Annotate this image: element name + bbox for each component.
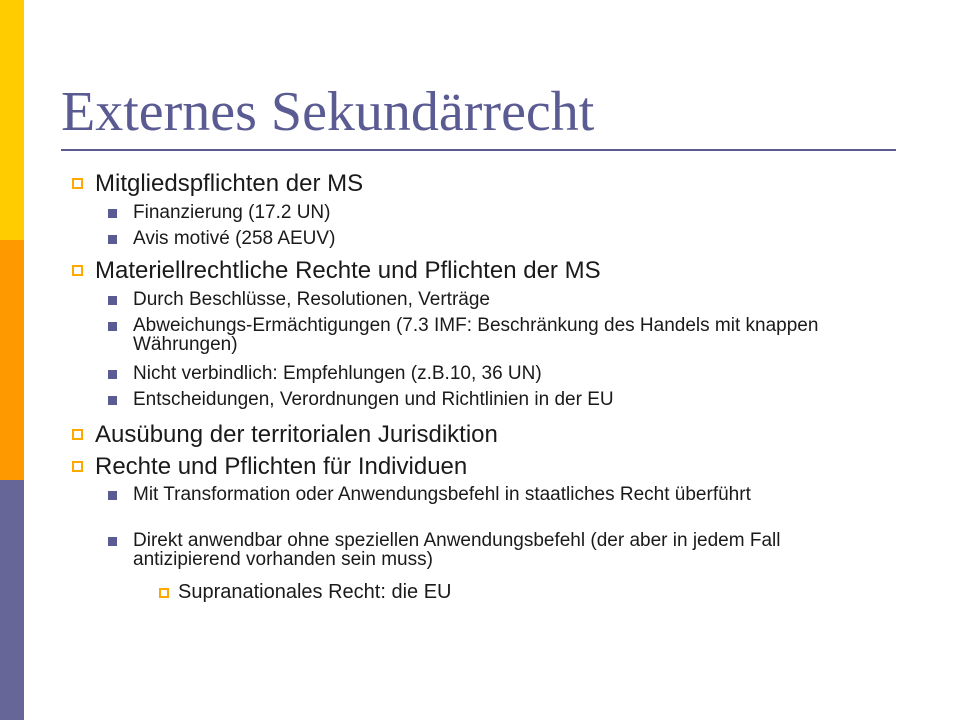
bullet-level2-text: Finanzierung (17.2 UN) — [133, 202, 331, 223]
filled-square-icon — [108, 322, 117, 331]
hollow-square-icon — [72, 429, 83, 440]
filled-square-icon — [108, 491, 117, 500]
filled-square-icon — [108, 396, 117, 405]
hollow-square-icon — [72, 178, 83, 189]
title-divider — [61, 149, 896, 151]
bullet-level2-text: Entscheidungen, Verordnungen und Richtlinien in der EU — [133, 389, 614, 410]
bullet-level1-text: Mitgliedspflichten der MS — [95, 170, 364, 197]
bullet-level2-text: Nicht verbindlich: Empfehlungen (z.B.10, 36 UN) — [133, 363, 542, 384]
filled-square-icon — [108, 235, 117, 244]
sidebar-segment-purple — [0, 480, 24, 720]
sidebar-accent-bar — [0, 0, 24, 720]
bullet-level1-text: Rechte und Pflichten für Individuen — [95, 453, 468, 480]
bullet-level2-text: Mit Transformation oder Anwendungsbefehl in staatliches Recht überführt — [133, 484, 751, 505]
bullet-level1-text: Materiellrechtliche Rechte und Pflichten der MS — [95, 257, 601, 284]
bullet-level2-text: Durch Beschlüsse, Resolutionen, Verträge — [133, 289, 490, 310]
sidebar-segment-yellow — [0, 0, 24, 240]
bullet-level1-text: Ausübung der territorialen Jurisdiktion — [95, 421, 498, 448]
filled-square-icon — [108, 296, 117, 305]
filled-square-icon — [108, 537, 117, 546]
hollow-square-icon — [159, 588, 169, 598]
bullet-level2-text: Abweichungs-Ermächtigungen (7.3 IMF: Beschränkung des Handels mit knappen Währungen) — [133, 315, 819, 355]
filled-square-icon — [108, 370, 117, 379]
slide-title: Externes Sekundärrecht — [61, 81, 595, 143]
sidebar-segment-orange — [0, 240, 24, 480]
filled-square-icon — [108, 209, 117, 218]
bullet-level2-text: Avis motivé (258 AEUV) — [133, 228, 336, 249]
bullet-level3-text: Supranationales Recht: die EU — [178, 581, 452, 603]
bullet-level2-text: Direkt anwendbar ohne speziellen Anwendungsbefehl (der aber in jedem Fall antizipierend vorhanden sein muss) — [133, 530, 781, 570]
hollow-square-icon — [72, 265, 83, 276]
hollow-square-icon — [72, 461, 83, 472]
